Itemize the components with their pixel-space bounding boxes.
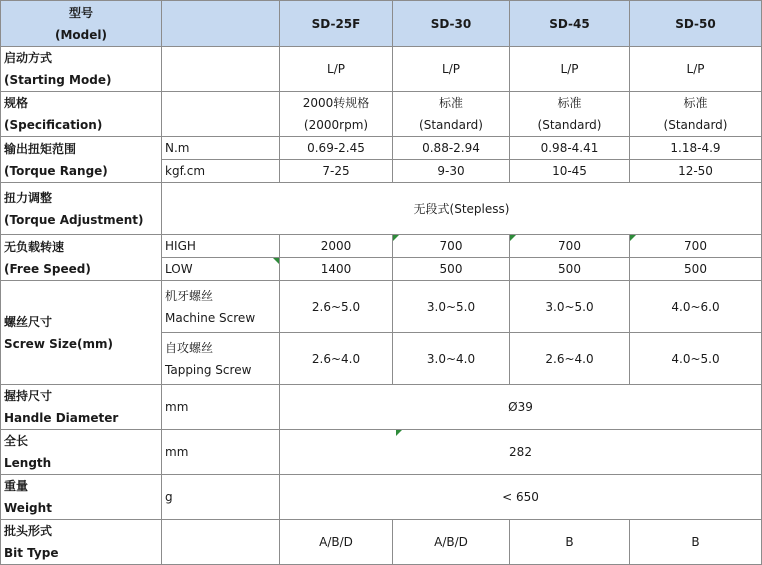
- starting-mode-label-cn: 启动方式: [4, 51, 53, 65]
- cell-marker: [273, 258, 279, 264]
- torque-adjustment-row: [1, 183, 762, 235]
- screw-value: 4.0~5.0: [630, 333, 762, 385]
- torque-unit-nm: N.m: [162, 137, 280, 160]
- screw-value: 3.0~4.0: [393, 333, 510, 385]
- torque-value: 1.18-4.9: [630, 137, 762, 160]
- torque-value: 7-25: [280, 160, 393, 183]
- screw-value: 4.0~6.0: [630, 281, 762, 333]
- speed-value-text: 700: [439, 239, 463, 253]
- specification-value: [510, 92, 630, 137]
- bit-type-value: A/B/D: [280, 520, 393, 565]
- screw-type-cn: 自攻螺丝: [165, 340, 214, 355]
- length-row: [1, 430, 762, 475]
- header-row: [1, 1, 762, 47]
- speed-unit-low: [162, 258, 280, 281]
- starting-mode-label-en: (Starting Mode): [4, 73, 112, 87]
- model-sd-30: SD-30: [393, 1, 510, 47]
- cell-marker: [393, 235, 399, 241]
- free-speed-label-en: (Free Speed): [4, 261, 91, 276]
- length-value: [280, 430, 762, 475]
- speed-value: 500: [393, 258, 510, 281]
- length-label-cn: 全长: [4, 434, 29, 448]
- torque-value: 0.98-4.41: [510, 137, 630, 160]
- specification-value-cn: 2000转规格: [302, 96, 370, 110]
- length-label-en: Length: [4, 456, 52, 470]
- specification-value-cn: 标准: [438, 96, 463, 110]
- torque-adjustment-label-cn: 扭力调整: [4, 190, 53, 205]
- specification-value-en: (2000rpm): [303, 118, 369, 132]
- torque-value: 0.88-2.94: [393, 137, 510, 160]
- handle-diameter-unit: mm: [162, 385, 280, 430]
- model-sd-45: SD-45: [510, 1, 630, 47]
- speed-value: 2000: [280, 235, 393, 258]
- handle-diameter-row: [1, 385, 762, 430]
- specification-unit: [162, 92, 280, 137]
- specification-value-en: (Standard): [663, 118, 728, 132]
- starting-mode-value: L/P: [393, 47, 510, 92]
- specification-value: [630, 92, 762, 137]
- screw-size-label: [1, 281, 162, 385]
- handle-diameter-label-cn: 握持尺寸: [4, 389, 53, 403]
- cell-marker: [510, 235, 516, 241]
- screw-value: 3.0~5.0: [393, 281, 510, 333]
- bit-type-label: [1, 520, 162, 565]
- torque-range-label-cn: 输出扭矩范围: [4, 141, 77, 156]
- specification-label-cn: 规格: [4, 96, 29, 110]
- torque-adjustment-label-en: (Torque Adjustment): [4, 212, 144, 227]
- screw-value: 3.0~5.0: [510, 281, 630, 333]
- weight-label: [1, 475, 162, 520]
- torque-range-label-en: (Torque Range): [4, 163, 108, 178]
- length-label: [1, 430, 162, 475]
- speed-value-text: 700: [684, 239, 707, 253]
- torque-unit-kgf: kgf.cm: [162, 160, 280, 183]
- weight-value: < 650: [280, 475, 762, 520]
- length-unit: mm: [162, 430, 280, 475]
- screw-type-tapping: [162, 333, 280, 385]
- screw-type-machine: [162, 281, 280, 333]
- screw-type-cn: 机牙螺丝: [165, 288, 214, 303]
- cell-marker: [630, 235, 636, 241]
- weight-label-en: Weight: [4, 501, 52, 515]
- handle-diameter-label: [1, 385, 162, 430]
- handle-diameter-value: Ø39: [280, 385, 762, 430]
- screw-size-label-cn: 螺丝尺寸: [4, 314, 53, 329]
- specification-label: [1, 92, 162, 137]
- starting-mode-value: L/P: [510, 47, 630, 92]
- speed-value: [510, 235, 630, 258]
- model-label-cn: 型号: [68, 5, 93, 20]
- screw-value: 2.6~4.0: [280, 333, 393, 385]
- torque-value: 12-50: [630, 160, 762, 183]
- handle-diameter-label-en: Handle Diameter: [4, 411, 119, 425]
- model-sd-50: SD-50: [630, 1, 762, 47]
- weight-unit: g: [162, 475, 280, 520]
- torque-value: 9-30: [393, 160, 510, 183]
- speed-value: 500: [510, 258, 630, 281]
- unit-header-cell: [162, 1, 280, 47]
- specification-value-cn: 标准: [557, 96, 582, 110]
- model-label-en: (Model): [55, 27, 107, 42]
- starting-mode-unit: [162, 47, 280, 92]
- starting-mode-value: L/P: [630, 47, 762, 92]
- starting-mode-label: [1, 47, 162, 92]
- specification-value: [280, 92, 393, 137]
- speed-unit-high: HIGH: [162, 235, 280, 258]
- torque-adjustment-value: 无段式(Stepless): [162, 183, 762, 235]
- speed-value: [393, 235, 510, 258]
- bit-type-value: A/B/D: [393, 520, 510, 565]
- speed-value: [630, 235, 762, 258]
- starting-mode-row: [1, 47, 762, 92]
- torque-adjustment-label: [1, 183, 162, 235]
- torque-value: 0.69-2.45: [280, 137, 393, 160]
- bit-type-value: B: [630, 520, 762, 565]
- torque-value: 10-45: [510, 160, 630, 183]
- free-speed-row-high: [1, 235, 762, 258]
- cell-marker: [396, 430, 402, 436]
- model-sd-25f: SD-25F: [280, 1, 393, 47]
- screw-value: 2.6~5.0: [280, 281, 393, 333]
- speed-value: 500: [630, 258, 762, 281]
- specification-value-en: (Standard): [419, 118, 483, 132]
- speed-unit-low-text: LOW: [165, 262, 193, 276]
- specification-row: [1, 92, 762, 137]
- bit-type-label-cn: 批头形式: [4, 524, 53, 538]
- bit-type-row: [1, 520, 762, 565]
- speed-value-text: 700: [558, 239, 581, 253]
- screw-type-en: Tapping Screw: [165, 362, 252, 377]
- specification-value-cn: 标准: [683, 96, 708, 110]
- torque-range-row-nm: [1, 137, 762, 160]
- bit-type-label-en: Bit Type: [4, 546, 59, 560]
- weight-label-cn: 重量: [4, 479, 29, 493]
- starting-mode-value: L/P: [280, 47, 393, 92]
- specification-value: [393, 92, 510, 137]
- screw-size-label-en: Screw Size(mm): [4, 336, 113, 351]
- speed-value: 1400: [280, 258, 393, 281]
- screw-size-row-machine: [1, 281, 762, 333]
- weight-row: [1, 475, 762, 520]
- model-header-cell: [1, 1, 162, 47]
- bit-type-value: B: [510, 520, 630, 565]
- specification-value-en: (Standard): [537, 118, 602, 132]
- specification-label-en: (Specification): [4, 118, 103, 132]
- free-speed-label: [1, 235, 162, 281]
- free-speed-label-cn: 无负载转速: [4, 239, 65, 254]
- bit-type-unit: [162, 520, 280, 565]
- torque-range-label: [1, 137, 162, 183]
- screw-value: 2.6~4.0: [510, 333, 630, 385]
- length-value-text: 282: [509, 445, 532, 459]
- screw-type-en: Machine Screw: [165, 310, 256, 325]
